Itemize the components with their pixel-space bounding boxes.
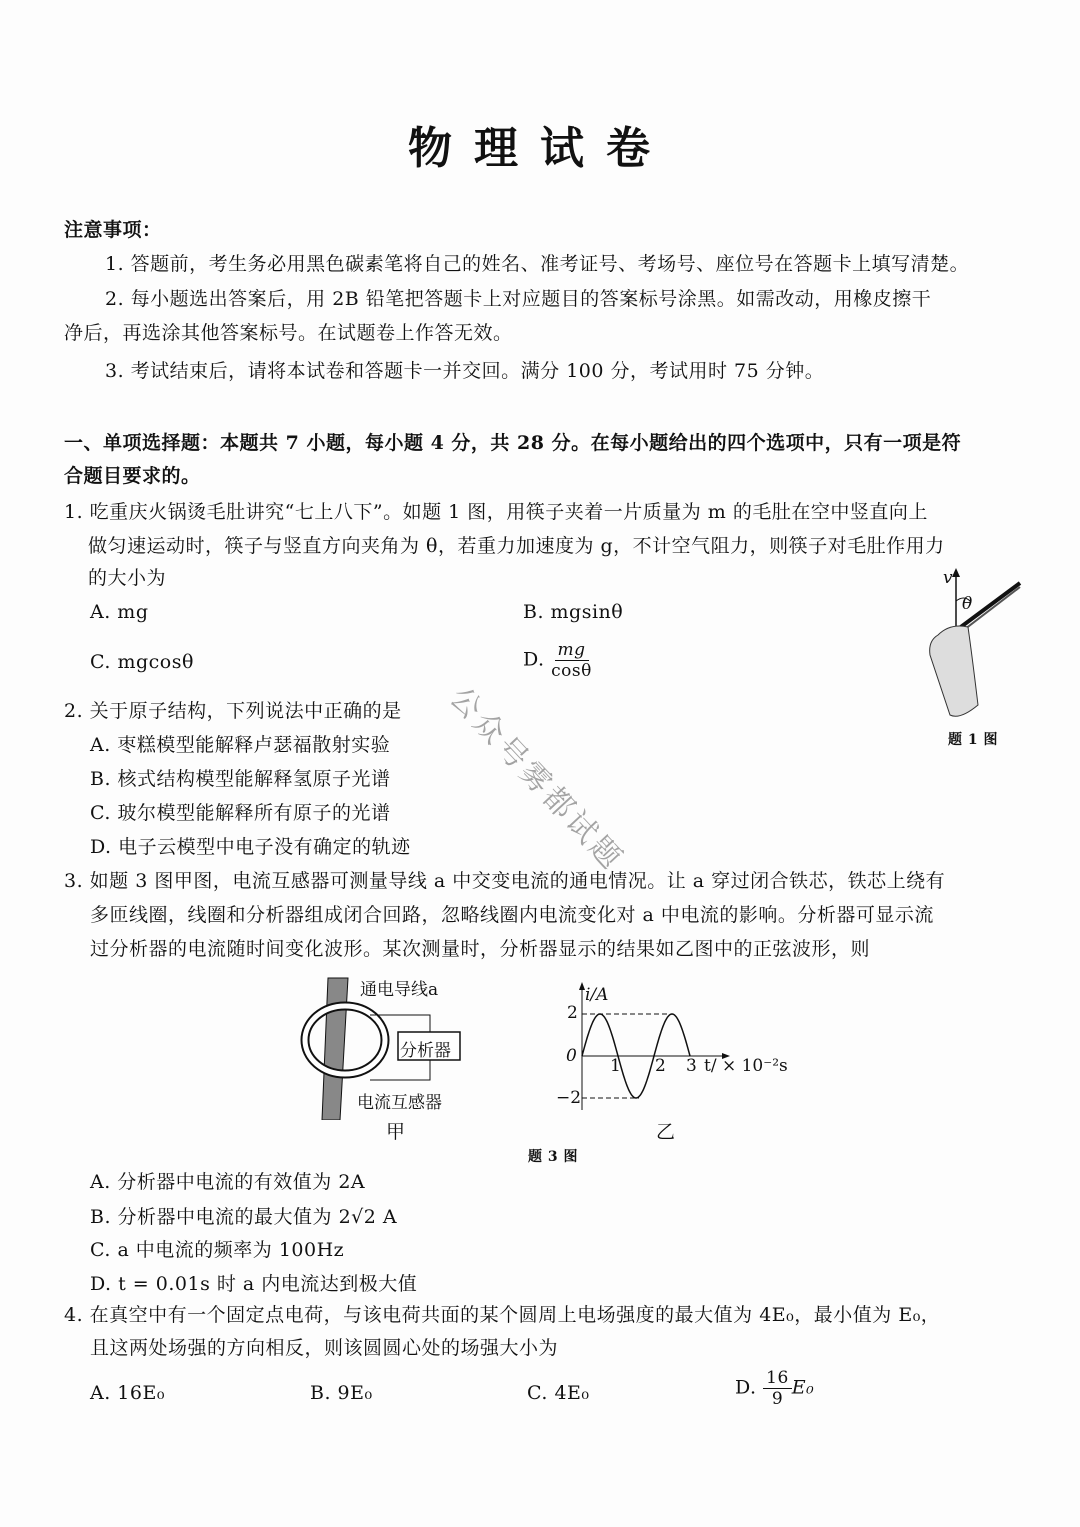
fraction <box>763 1368 792 1409</box>
figure-jia-label: 甲 <box>386 1121 406 1143</box>
q4-stem-2: 且这两处场强的方向相反，则该圆圆心处的场强大小为 <box>90 1337 559 1359</box>
x-tick-1: 1 <box>610 1056 621 1076</box>
x-axis-label: t/ × 10⁻²s <box>704 1056 788 1076</box>
q1-option-b: B. mgsinθ <box>523 601 624 623</box>
y-axis-label: i/A <box>585 985 609 1005</box>
theta-label: θ <box>962 594 973 614</box>
y-tick-2: 2 <box>567 1003 578 1023</box>
q4-option-a: A. 16E₀ <box>90 1382 165 1404</box>
q1-stem-3: 的大小为 <box>88 567 167 589</box>
numerator: 16 <box>763 1368 792 1389</box>
q2-option-a: A. 枣糕模型能解释卢瑟福散射实验 <box>90 734 391 756</box>
q1-option-a: A. mg <box>90 601 149 623</box>
watermark: 公众号雾都试题 <box>442 680 631 879</box>
option-label: D. <box>735 1376 757 1399</box>
page-title: 物理试卷 <box>408 123 672 174</box>
y-tick-neg2: −2 <box>556 1088 582 1108</box>
notes-heading: 注意事项： <box>64 219 162 241</box>
note-2-cont: 净后，再选涂其他答案标号。在试题卷上作答无效。 <box>64 322 513 344</box>
q3-stem-2: 多匝线圈，线圈和分析器组成闭合回路，忽略线圈内电流变化对 a 中电流的影响。分析器可显示流 <box>90 904 934 926</box>
q2-stem: 2. 关于原子结构，下列说法中正确的是 <box>64 700 402 722</box>
figure-3-caption: 题 3 图 <box>528 1149 578 1165</box>
figure-yi-label: 乙 <box>656 1121 676 1143</box>
wire-label: 通电导线a <box>360 980 439 1000</box>
q4-stem: 4. 在真空中有一个固定点电荷，与该电荷共面的某个圆周上电场强度的最大值为 4E₀，最小值为 E₀， <box>64 1304 941 1326</box>
q3-option-d: D. t = 0.01s 时 a 内电流达到极大值 <box>90 1273 418 1295</box>
q1-stem: 1. 吃重庆火锅烫毛肚讲究“七上八下”。如题 1 图，用筷子夹着一片质量为 m 的毛肚在空中竖直向上 <box>64 501 928 523</box>
note-3: 3. 考试结束后，请将本试卷和答题卡一并交回。满分 100 分，考试用时 75 分钟。 <box>105 360 825 382</box>
fraction <box>551 640 592 681</box>
unit: E₀ <box>791 1376 815 1399</box>
q4-option-c: C. 4E₀ <box>527 1382 590 1404</box>
section-heading-cont: 合题目要求的。 <box>64 465 201 487</box>
q2-option-c: C. 玻尔模型能解释所有原子的光谱 <box>90 802 391 824</box>
analyzer-label: 分析器 <box>400 1041 451 1061</box>
q1-option-c: C. mgcosθ <box>90 651 194 673</box>
q1-option-d <box>523 640 592 681</box>
note-2: 2. 每小题选出答案后，用 2B 铅笔把答题卡上对应题目的答案标号涂黑。如需改动，用橡皮擦干 <box>105 288 932 310</box>
q2-option-b: B. 核式结构模型能解释氢原子光谱 <box>90 768 391 790</box>
q3-stem: 3. 如题 3 图甲图，电流互感器可测量导线 a 中交变电流的通电情况。让 a 穿过闭合铁芯，铁芯上绕有 <box>64 870 946 892</box>
q3-option-c: C. a 中电流的频率为 100Hz <box>90 1239 345 1261</box>
denominator: 9 <box>771 1389 784 1409</box>
q3-stem-3: 过分析器的电流随时间变化波形。某次测量时，分析器显示的结果如乙图中的正弦波形，则 <box>90 938 871 960</box>
origin-label: 0 <box>566 1046 577 1066</box>
note-1: 1. 答题前，考生务必用黑色碳素笔将自己的姓名、准考证号、考场号、座位号在答题卡上填写清楚。 <box>105 253 970 275</box>
denominator: cosθ <box>551 661 592 681</box>
q4-option-d <box>735 1368 814 1409</box>
section-heading: 一、单项选择题：本题共 7 小题，每小题 4 分，共 28 分。在每小题给出的四个选项中，只有一项是符 <box>64 432 962 454</box>
x-tick-3: 3 <box>686 1056 697 1076</box>
q1-stem-2: 做匀速运动时，筷子与竖直方向夹角为 θ，若重力加速度为 g，不计空气阻力，则筷子对毛肚作用力 <box>88 535 945 557</box>
transformer-label: 电流互感器 <box>357 1093 442 1113</box>
velocity-label: v <box>943 568 953 588</box>
q3-option-a: A. 分析器中电流的有效值为 2A <box>90 1171 366 1193</box>
option-label: D. <box>523 648 545 671</box>
q2-option-d: D. 电子云模型中电子没有确定的轨迹 <box>90 836 411 858</box>
q4-option-b: B. 9E₀ <box>310 1382 373 1404</box>
x-tick-2: 2 <box>655 1056 666 1076</box>
q3-option-b: B. 分析器中电流的最大值为 2√2 A <box>90 1206 398 1228</box>
chopsticks-tripe-figure <box>920 565 1030 725</box>
numerator: mg <box>555 640 589 661</box>
figure-1-caption: 题 1 图 <box>948 732 998 748</box>
